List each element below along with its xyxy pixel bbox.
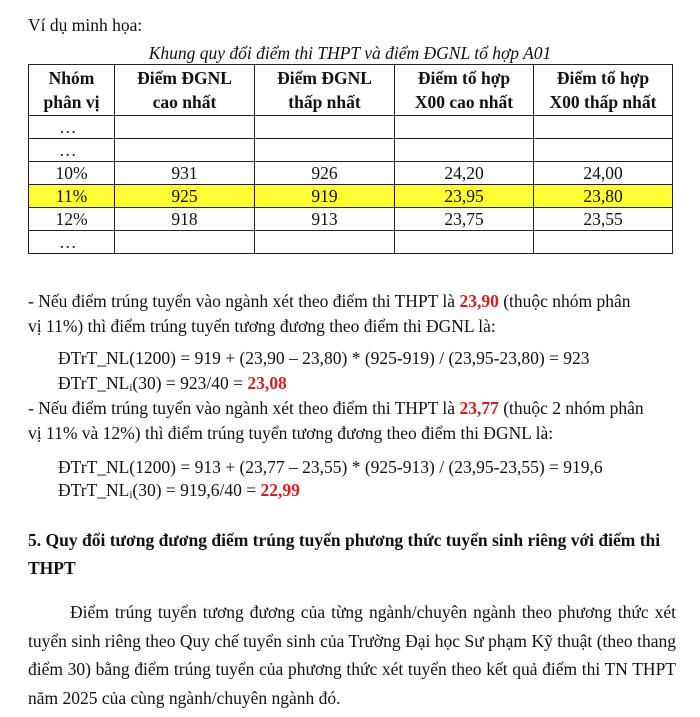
example2-line2: vị 11% và 12%) thì điểm trúng tuyển tương đương theo điểm thi ĐGNL là: [28, 423, 554, 443]
table-cell: 925 [115, 185, 255, 208]
conversion-table [28, 64, 673, 254]
table-cell: … [29, 139, 115, 162]
table-cell: 931 [115, 162, 255, 185]
table-cell: 23,75 [395, 208, 534, 231]
table-row [29, 208, 673, 231]
example2-result-value: 22,99 [260, 480, 300, 500]
table-header-row [29, 65, 673, 116]
table-cell: 926 [255, 162, 395, 185]
table-cell [255, 139, 395, 162]
table-cell [395, 231, 534, 254]
table-cell: 23,95 [395, 185, 534, 208]
table-row [29, 139, 673, 162]
table-cell: … [29, 231, 115, 254]
table-cell: 23,80 [534, 185, 673, 208]
table-cell: 10% [29, 162, 115, 185]
example2-threshold-value: 23,77 [459, 398, 499, 418]
table-cell: … [29, 116, 115, 139]
example1-result-value: 23,08 [247, 373, 287, 393]
example2-line1: - Nếu điểm trúng tuyển vào ngành xét theo điểm thi THPT là 23,77 (thuộc 2 nhóm phân [28, 398, 644, 418]
example1-line2: vị 11%) thì điểm trúng tuyển tương đương theo điểm thi ĐGNL là: [28, 316, 496, 336]
table-cell [395, 139, 534, 162]
table-row-highlighted [29, 185, 673, 208]
section5-heading: 5. Quy đổi tương đương điểm trúng tuyển phương thức tuyển sinh riêng với điểm thi THPT [28, 530, 661, 578]
example1-threshold-value: 23,90 [459, 291, 499, 311]
table-cell [534, 116, 673, 139]
table-cell: 23,55 [534, 208, 673, 231]
table-cell [115, 139, 255, 162]
table-row [29, 231, 673, 254]
table-cell: 919 [255, 185, 395, 208]
table-cell [395, 116, 534, 139]
table-cell: 12% [29, 208, 115, 231]
table-cell [255, 231, 395, 254]
table-row [29, 162, 673, 185]
example1-formula1: ĐTrT_NL(1200) = 919 + (23,90 – 23,80) * (925-919) / (23,95-23,80) = 923 [58, 348, 590, 368]
example1-formula2: $ĐTrT\_NL_i(30) = 923/40 = 23,08$ [58, 373, 287, 394]
example2-formula2: $ĐTrT\_NL_i(30) = 919,6/40 = 22,99$ [58, 480, 300, 501]
table-row [29, 116, 673, 139]
example1-line1: - Nếu điểm trúng tuyển vào ngành xét theo điểm thi THPT là 23,90 (thuộc nhóm phân [28, 291, 631, 311]
table-cell [115, 116, 255, 139]
table-cell: 918 [115, 208, 255, 231]
header-dgnl-min: Điểm ĐGNL thấp nhất [255, 65, 395, 116]
example2-formula1: ĐTrT_NL(1200) = 913 + (23,77 – 23,55) * (925-913) / (23,95-23,55) = 919,6 [58, 457, 603, 477]
table-cell: 913 [255, 208, 395, 231]
header-x00-max: Điểm tổ hợp X00 cao nhất [395, 65, 534, 116]
table-cell [255, 116, 395, 139]
header-x00-min: Điểm tổ hợp X00 thấp nhất [534, 65, 673, 116]
table-caption: Khung quy đổi điểm thi THPT và điểm ĐGNL tổ hợp A01 [148, 43, 552, 63]
header-dgnl-max: Điểm ĐGNL cao nhất [115, 65, 255, 116]
table-cell [115, 231, 255, 254]
intro-label: Ví dụ minh họa: [28, 15, 143, 35]
table-cell: 24,00 [534, 162, 673, 185]
table-cell [534, 139, 673, 162]
section5-paragraph: Điểm trúng tuyển tương đương của từng ngành/chuyên ngành theo phương thức xét tuyển sinh riêng theo Quy chế tuyển sinh của Trường Đại học Sư phạm Kỹ thuật (theo thang điểm 30) bằng điểm trúng tuyển của phương thức xét tuyển theo kết quả điểm thi TN THPT năm 2025 của cùng ngành/chuyên ngành đó. [28, 602, 676, 708]
table-cell [534, 231, 673, 254]
table-cell: 11% [29, 185, 115, 208]
header-percentile-group: Nhóm phân vị [29, 65, 115, 116]
table-cell: 24,20 [395, 162, 534, 185]
